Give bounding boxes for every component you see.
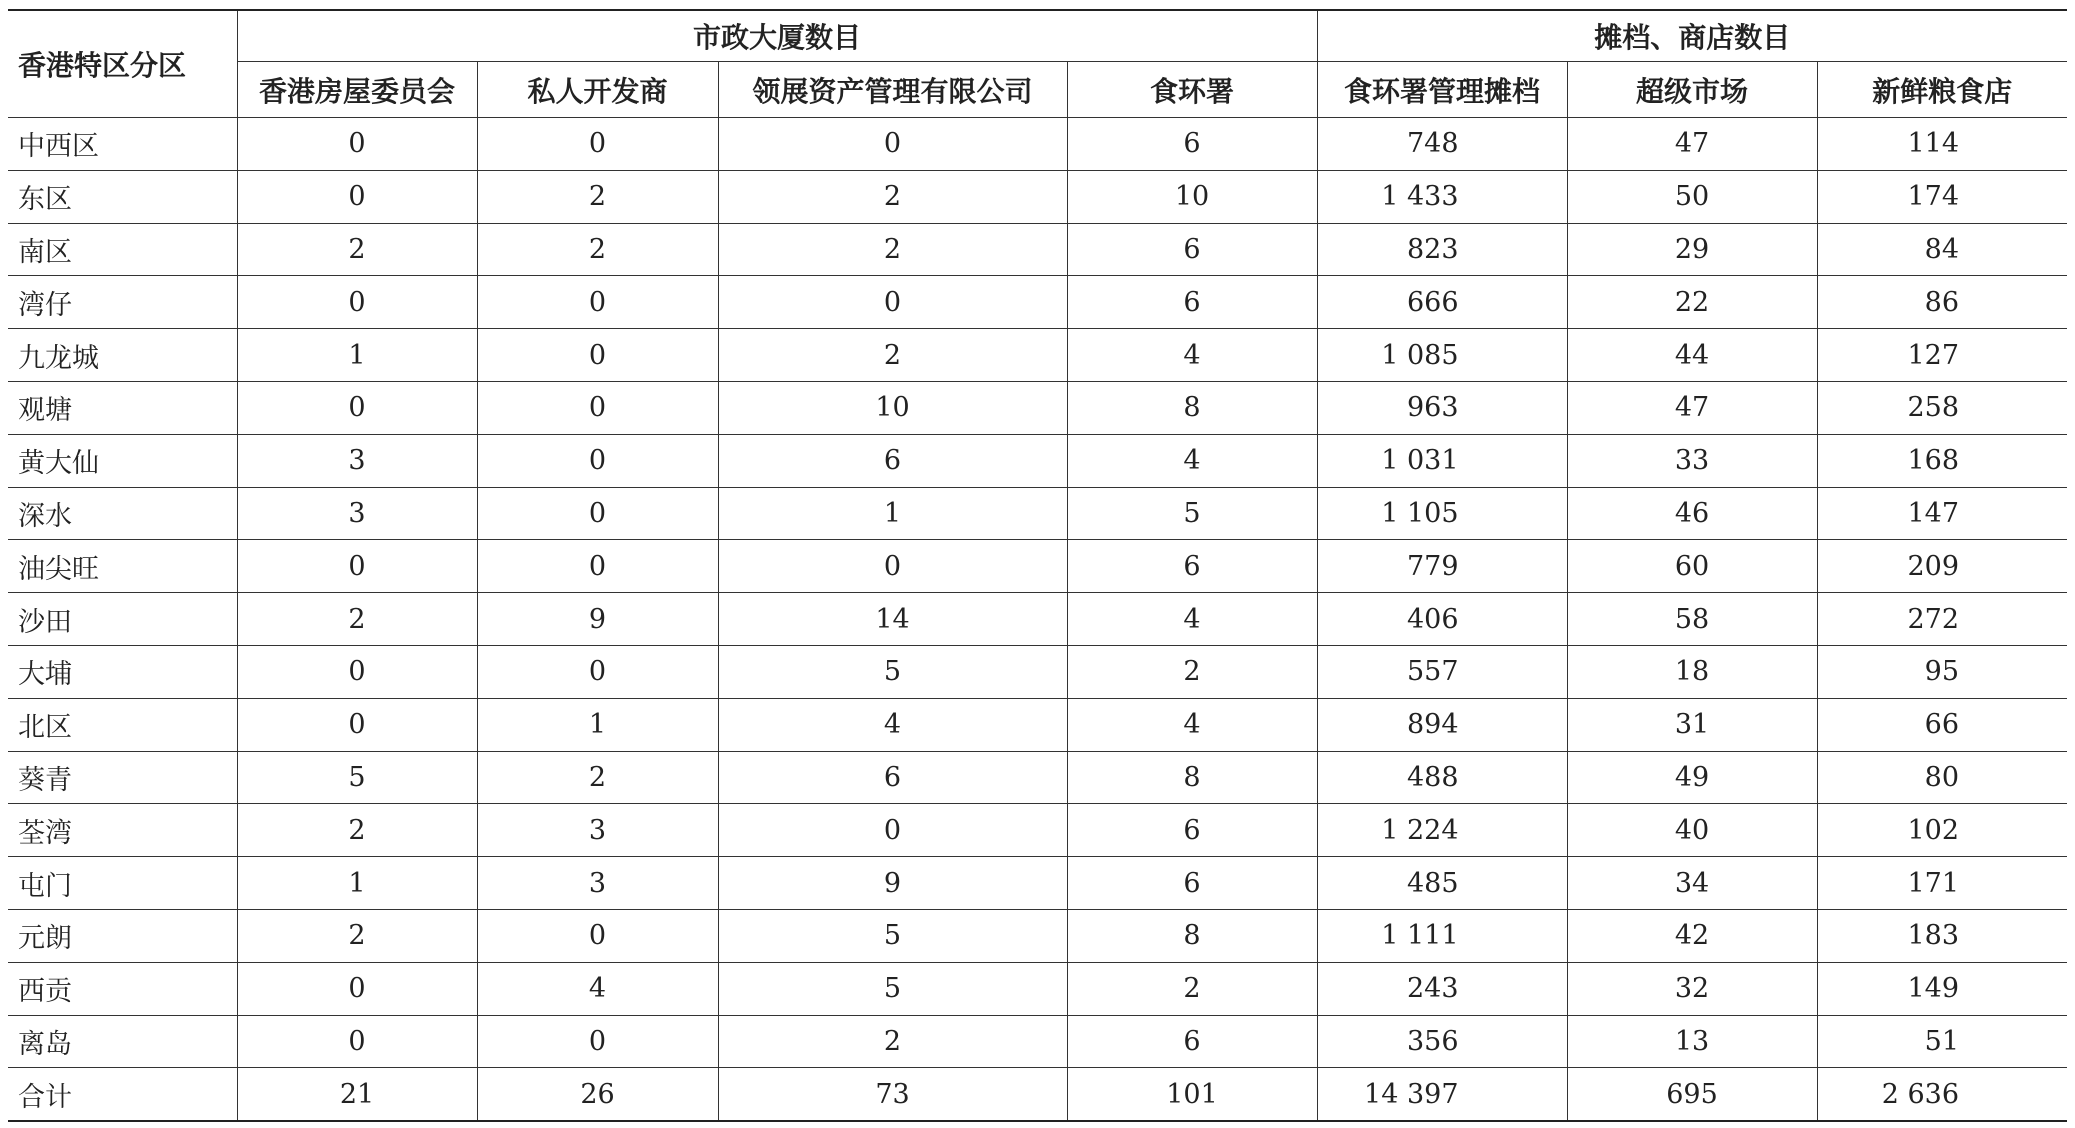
- value-cell: 0: [718, 276, 1067, 329]
- value-cell: 0: [477, 645, 718, 698]
- value-cell: 4: [477, 962, 718, 1015]
- value-cell: 9: [477, 593, 718, 646]
- value-cell: 2: [237, 223, 477, 276]
- value-cell: 10: [718, 381, 1067, 434]
- value-cell: 101: [1067, 1068, 1317, 1121]
- district-name-cell: 荃湾: [8, 804, 237, 857]
- value-cell: 779: [1317, 540, 1567, 593]
- value-cell: 14: [718, 593, 1067, 646]
- value-cell: 0: [237, 381, 477, 434]
- district-facilities-table-container: [8, 9, 2067, 1122]
- table-row: [8, 593, 2067, 646]
- table-row: [8, 645, 2067, 698]
- value-cell: 127: [1817, 329, 2067, 382]
- district-name-cell: 屯门: [8, 857, 237, 910]
- value-cell: 0: [477, 540, 718, 593]
- value-cell: 0: [237, 645, 477, 698]
- value-cell: 1 085: [1317, 329, 1567, 382]
- value-cell: 168: [1817, 434, 2067, 487]
- district-name-cell: 合计: [8, 1068, 237, 1121]
- value-cell: 1: [237, 857, 477, 910]
- value-cell: 2: [237, 593, 477, 646]
- value-cell: 13: [1567, 1015, 1817, 1068]
- value-cell: 9: [718, 857, 1067, 910]
- value-cell: 1: [237, 329, 477, 382]
- value-cell: 49: [1567, 751, 1817, 804]
- value-cell: 2: [1067, 962, 1317, 1015]
- header-row-columns: [8, 62, 2067, 118]
- value-cell: 6: [718, 434, 1067, 487]
- value-cell: 6: [1067, 804, 1317, 857]
- value-cell: 2: [477, 170, 718, 223]
- table-row: [8, 170, 2067, 223]
- value-cell: 5: [237, 751, 477, 804]
- value-cell: 0: [237, 1015, 477, 1068]
- district-name-cell: 北区: [8, 698, 237, 751]
- value-cell: 894: [1317, 698, 1567, 751]
- value-cell: 1 111: [1317, 909, 1567, 962]
- value-cell: 0: [718, 118, 1067, 171]
- value-cell: 485: [1317, 857, 1567, 910]
- value-cell: 2: [477, 751, 718, 804]
- value-cell: 0: [237, 118, 477, 171]
- value-cell: 5: [718, 962, 1067, 1015]
- district-name-cell: 西贡: [8, 962, 237, 1015]
- value-cell: 0: [477, 487, 718, 540]
- value-cell: 8: [1067, 751, 1317, 804]
- district-name-cell: 湾仔: [8, 276, 237, 329]
- value-cell: 34: [1567, 857, 1817, 910]
- table-row: [8, 857, 2067, 910]
- value-cell: 4: [1067, 698, 1317, 751]
- value-cell: 51: [1817, 1015, 2067, 1068]
- column-header: 领展资产管理有限公司: [718, 62, 1067, 118]
- value-cell: 0: [237, 276, 477, 329]
- value-cell: 1 224: [1317, 804, 1567, 857]
- value-cell: 33: [1567, 434, 1817, 487]
- value-cell: 42: [1567, 909, 1817, 962]
- value-cell: 1: [718, 487, 1067, 540]
- value-cell: 18: [1567, 645, 1817, 698]
- value-cell: 0: [477, 1015, 718, 1068]
- group-header-municipal-buildings: 市政大厦数目: [237, 10, 1317, 62]
- column-header: 食环署管理摊档: [1317, 62, 1567, 118]
- value-cell: 80: [1817, 751, 2067, 804]
- total-row: [8, 1068, 2067, 1121]
- value-cell: 84: [1817, 223, 2067, 276]
- district-name-cell: 黄大仙: [8, 434, 237, 487]
- column-header: 私人开发商: [477, 62, 718, 118]
- value-cell: 26: [477, 1068, 718, 1121]
- value-cell: 0: [477, 434, 718, 487]
- district-name-cell: 九龙城: [8, 329, 237, 382]
- value-cell: 47: [1567, 381, 1817, 434]
- value-cell: 86: [1817, 276, 2067, 329]
- value-cell: 2 636: [1817, 1068, 2067, 1121]
- value-cell: 0: [477, 118, 718, 171]
- value-cell: 95: [1817, 645, 2067, 698]
- table-row: [8, 909, 2067, 962]
- value-cell: 6: [1067, 540, 1317, 593]
- value-cell: 73: [718, 1068, 1067, 1121]
- value-cell: 183: [1817, 909, 2067, 962]
- value-cell: 963: [1317, 381, 1567, 434]
- value-cell: 5: [718, 909, 1067, 962]
- district-name-cell: 中西区: [8, 118, 237, 171]
- value-cell: 0: [477, 276, 718, 329]
- table-body: [8, 118, 2067, 1122]
- value-cell: 4: [1067, 329, 1317, 382]
- column-header: 新鲜粮食店: [1817, 62, 2067, 118]
- value-cell: 21: [237, 1068, 477, 1121]
- value-cell: 0: [237, 170, 477, 223]
- value-cell: 6: [1067, 276, 1317, 329]
- table-row: [8, 223, 2067, 276]
- value-cell: 666: [1317, 276, 1567, 329]
- value-cell: 2: [237, 804, 477, 857]
- value-cell: 149: [1817, 962, 2067, 1015]
- value-cell: 557: [1317, 645, 1567, 698]
- table-row: [8, 487, 2067, 540]
- value-cell: 6: [1067, 223, 1317, 276]
- value-cell: 2: [1067, 645, 1317, 698]
- district-name-cell: 观塘: [8, 381, 237, 434]
- table-row: [8, 276, 2067, 329]
- table-row: [8, 434, 2067, 487]
- value-cell: 14 397: [1317, 1068, 1567, 1121]
- table-row: [8, 804, 2067, 857]
- value-cell: 0: [237, 540, 477, 593]
- value-cell: 32: [1567, 962, 1817, 1015]
- value-cell: 488: [1317, 751, 1567, 804]
- value-cell: 60: [1567, 540, 1817, 593]
- value-cell: 2: [718, 223, 1067, 276]
- value-cell: 0: [477, 381, 718, 434]
- value-cell: 22: [1567, 276, 1817, 329]
- value-cell: 2: [718, 329, 1067, 382]
- district-name-cell: 沙田: [8, 593, 237, 646]
- value-cell: 6: [1067, 118, 1317, 171]
- header-row-groups: [8, 10, 2067, 62]
- value-cell: 4: [718, 698, 1067, 751]
- district-facilities-table: [8, 9, 2067, 1122]
- value-cell: 0: [477, 909, 718, 962]
- value-cell: 171: [1817, 857, 2067, 910]
- table-row: [8, 540, 2067, 593]
- value-cell: 4: [1067, 593, 1317, 646]
- value-cell: 6: [1067, 1015, 1317, 1068]
- group-header-stalls-shops: 摊档、商店数目: [1317, 10, 2067, 62]
- value-cell: 356: [1317, 1015, 1567, 1068]
- value-cell: 66: [1817, 698, 2067, 751]
- value-cell: 114: [1817, 118, 2067, 171]
- value-cell: 272: [1817, 593, 2067, 646]
- value-cell: 10: [1067, 170, 1317, 223]
- table-row: [8, 698, 2067, 751]
- table-row: [8, 962, 2067, 1015]
- value-cell: 0: [237, 962, 477, 1015]
- value-cell: 29: [1567, 223, 1817, 276]
- value-cell: 0: [237, 698, 477, 751]
- column-header: 超级市场: [1567, 62, 1817, 118]
- value-cell: 4: [1067, 434, 1317, 487]
- value-cell: 5: [718, 645, 1067, 698]
- value-cell: 6: [718, 751, 1067, 804]
- value-cell: 147: [1817, 487, 2067, 540]
- value-cell: 50: [1567, 170, 1817, 223]
- value-cell: 1: [477, 698, 718, 751]
- value-cell: 823: [1317, 223, 1567, 276]
- table-row: [8, 118, 2067, 171]
- value-cell: 40: [1567, 804, 1817, 857]
- value-cell: 8: [1067, 909, 1317, 962]
- value-cell: 2: [718, 170, 1067, 223]
- value-cell: 46: [1567, 487, 1817, 540]
- value-cell: 0: [718, 804, 1067, 857]
- value-cell: 8: [1067, 381, 1317, 434]
- value-cell: 5: [1067, 487, 1317, 540]
- district-name-cell: 离岛: [8, 1015, 237, 1068]
- value-cell: 0: [718, 540, 1067, 593]
- column-header: 香港房屋委员会: [237, 62, 477, 118]
- value-cell: 6: [1067, 857, 1317, 910]
- table-row: [8, 751, 2067, 804]
- value-cell: 1 031: [1317, 434, 1567, 487]
- district-name-cell: 南区: [8, 223, 237, 276]
- value-cell: 44: [1567, 329, 1817, 382]
- value-cell: 47: [1567, 118, 1817, 171]
- district-name-cell: 深水: [8, 487, 237, 540]
- table-row: [8, 329, 2067, 382]
- value-cell: 695: [1567, 1068, 1817, 1121]
- value-cell: 748: [1317, 118, 1567, 171]
- value-cell: 209: [1817, 540, 2067, 593]
- district-name-cell: 油尖旺: [8, 540, 237, 593]
- value-cell: 58: [1567, 593, 1817, 646]
- corner-header: 香港特区分区: [8, 10, 237, 118]
- table-row: [8, 381, 2067, 434]
- value-cell: 1 105: [1317, 487, 1567, 540]
- district-name-cell: 东区: [8, 170, 237, 223]
- value-cell: 243: [1317, 962, 1567, 1015]
- value-cell: 406: [1317, 593, 1567, 646]
- value-cell: 0: [477, 329, 718, 382]
- district-name-cell: 大埔: [8, 645, 237, 698]
- table-row: [8, 1015, 2067, 1068]
- value-cell: 258: [1817, 381, 2067, 434]
- district-name-cell: 葵青: [8, 751, 237, 804]
- value-cell: 31: [1567, 698, 1817, 751]
- value-cell: 3: [237, 434, 477, 487]
- value-cell: 102: [1817, 804, 2067, 857]
- value-cell: 174: [1817, 170, 2067, 223]
- value-cell: 1 433: [1317, 170, 1567, 223]
- column-header: 食环署: [1067, 62, 1317, 118]
- district-name-cell: 元朗: [8, 909, 237, 962]
- value-cell: 2: [477, 223, 718, 276]
- value-cell: 3: [477, 804, 718, 857]
- value-cell: 3: [237, 487, 477, 540]
- value-cell: 2: [237, 909, 477, 962]
- value-cell: 2: [718, 1015, 1067, 1068]
- value-cell: 3: [477, 857, 718, 910]
